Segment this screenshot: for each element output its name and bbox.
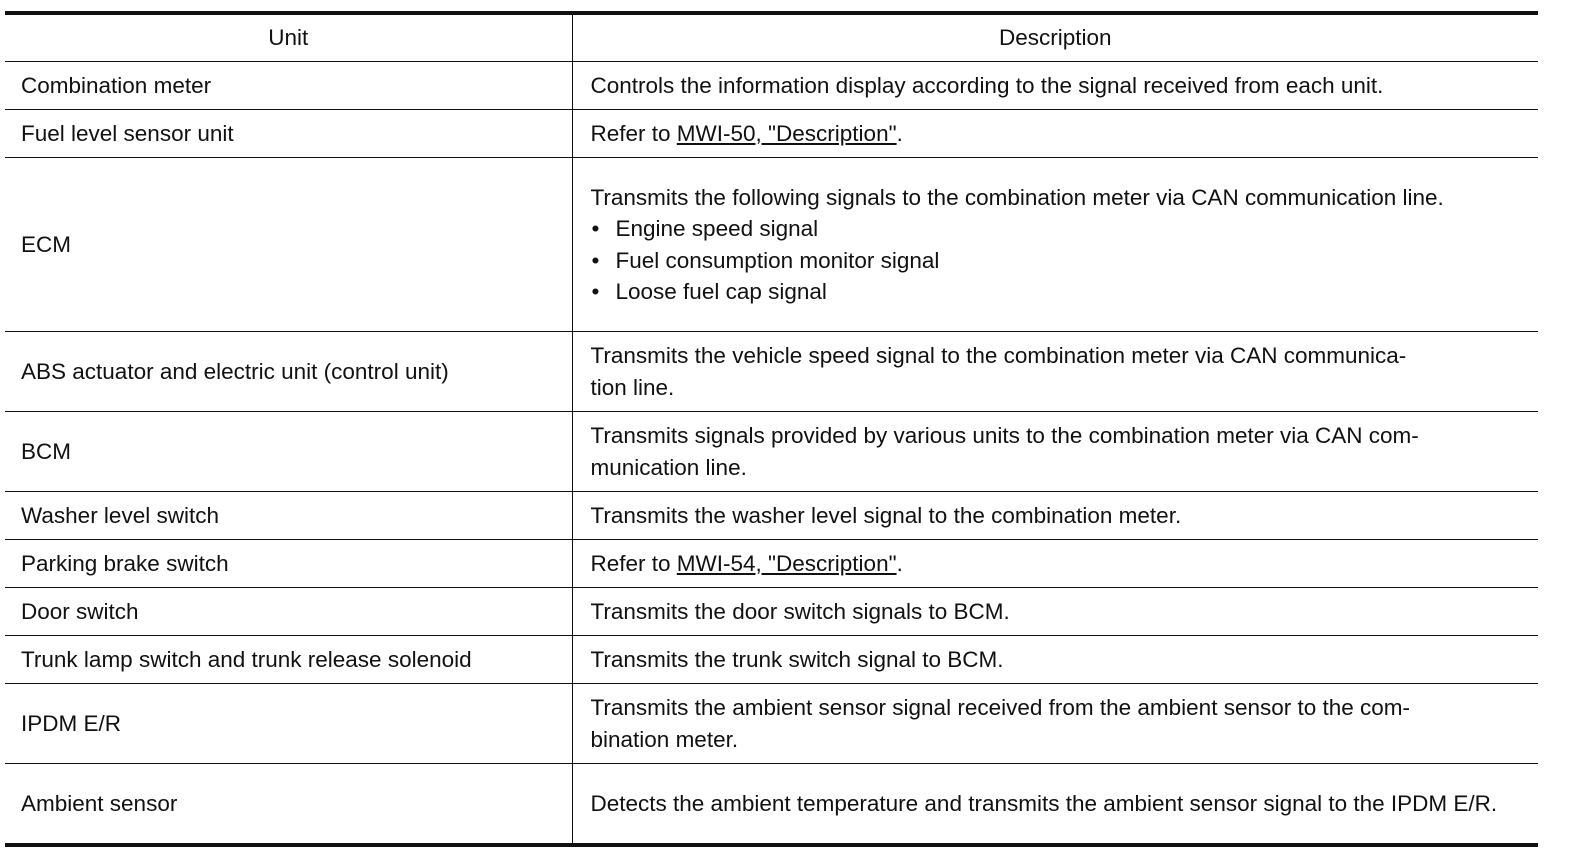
unit-cell: Combination meter — [5, 62, 572, 110]
refer-text: Refer to — [590, 550, 677, 576]
unit-cell: IPDM E/R — [5, 684, 572, 764]
refer-suffix: . — [896, 550, 903, 576]
description-cell — [572, 540, 1538, 588]
signal-list — [591, 213, 1535, 308]
unit-description-table — [5, 11, 1538, 847]
description-cell: Detects the ambient temperature and transmits the ambient sensor signal to the IPDM E/R. — [590, 790, 1498, 816]
table-row — [5, 684, 1538, 764]
table-row — [5, 110, 1538, 158]
description-cell — [572, 684, 1538, 764]
table-row — [5, 636, 1538, 684]
description-cell — [572, 332, 1538, 412]
unit-cell: Trunk lamp switch and trunk release solenoid — [5, 636, 572, 684]
table-row — [5, 332, 1538, 412]
list-item: • Engine speed signal — [591, 213, 1535, 245]
list-item: • Fuel consumption monitor signal — [591, 245, 1535, 277]
unit-cell: ABS actuator and electric unit (control unit) — [5, 332, 572, 412]
refer-text: Refer to — [590, 120, 677, 146]
list-item: • Loose fuel cap signal — [591, 276, 1535, 308]
table-row — [5, 540, 1538, 588]
reference-link[interactable]: MWI-50, "Description" — [676, 120, 897, 146]
unit-cell: BCM — [5, 412, 572, 492]
table-row — [5, 62, 1538, 110]
description-cell — [572, 412, 1538, 492]
reference-link[interactable]: MWI-54, "Description" — [676, 550, 897, 576]
unit-cell: Fuel level sensor unit — [5, 110, 572, 158]
description-cell: Controls the information display according to the signal received from each unit. — [572, 62, 1538, 110]
table-row — [5, 588, 1538, 636]
table-header-row — [5, 13, 1538, 62]
description-cell — [572, 110, 1538, 158]
unit-cell: ECM — [5, 158, 572, 332]
unit-cell: Parking brake switch — [5, 540, 572, 588]
table-row — [5, 412, 1538, 492]
description-line: Transmits the ambient sensor signal received from the ambient sensor to the com- — [590, 695, 1411, 720]
table-row — [5, 492, 1538, 540]
table-row — [5, 764, 1538, 846]
description-line: Transmits the vehicle speed signal to the combination meter via CAN communica- — [590, 343, 1407, 368]
unit-column-header: Unit — [5, 13, 572, 62]
description-line: tion line. — [590, 374, 675, 400]
description-cell: Transmits the trunk switch signal to BCM. — [572, 636, 1538, 684]
description-text: Transmits the following signals to the combination meter via CAN communication line. — [590, 184, 1444, 210]
unit-cell: Ambient sensor — [5, 764, 572, 846]
description-column-header: Description — [572, 13, 1538, 62]
table-row — [5, 158, 1538, 332]
description-line: bination meter. — [590, 726, 739, 752]
description-line: munication line. — [590, 454, 747, 480]
description-cell: Transmits the washer level signal to the combination meter. — [572, 492, 1538, 540]
unit-cell: Washer level switch — [5, 492, 572, 540]
unit-cell: Door switch — [5, 588, 572, 636]
refer-suffix: . — [896, 120, 903, 146]
description-line: Transmits signals provided by various units to the combination meter via CAN com- — [590, 423, 1419, 448]
description-cell: Transmits the door switch signals to BCM. — [572, 588, 1538, 636]
description-cell — [572, 158, 1538, 332]
